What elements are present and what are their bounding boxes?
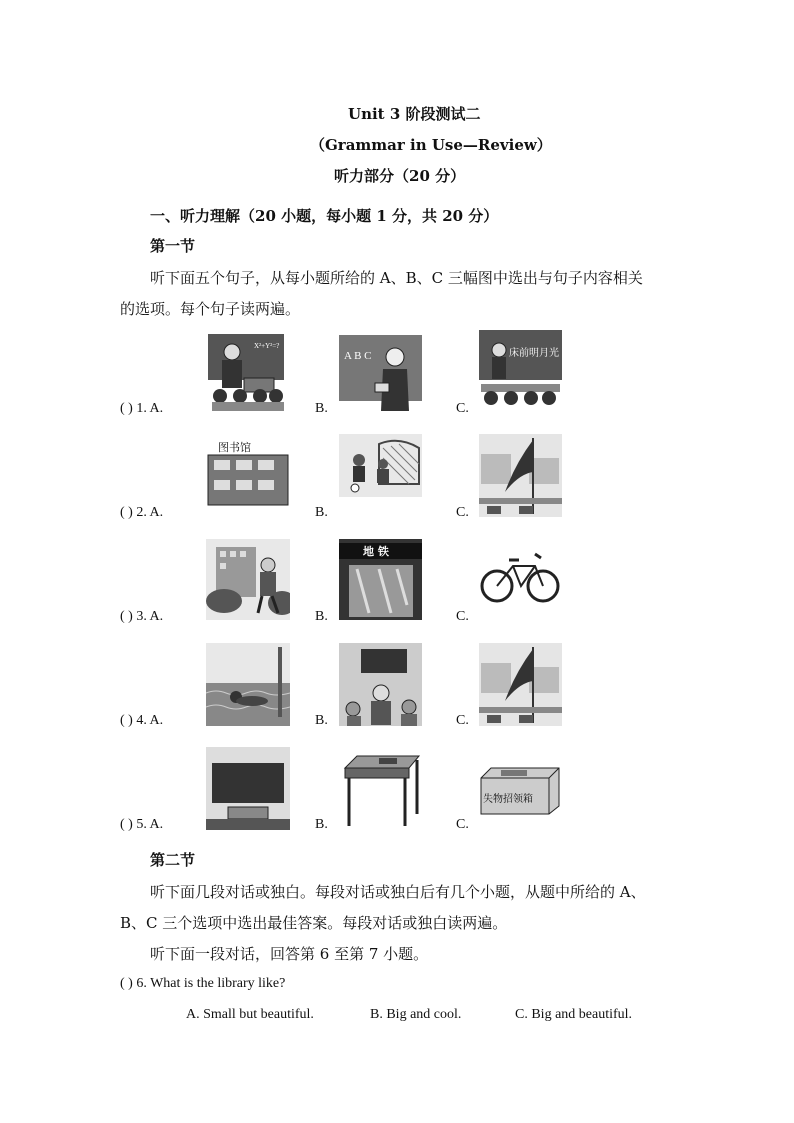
sec2-instruction-line1: 听下面几段对话或独白。每段对话或独白后有几个小题，从题中所给的 A、: [150, 883, 646, 901]
part1-heading: 一、听力理解（20 小题，每小题 1 分，共 20 分）: [150, 207, 499, 225]
q3-picture-b: [339, 539, 422, 620]
sec1-instruction-line2: 的选项。每个句子读两遍。: [120, 300, 301, 318]
q3-option-b: B.: [315, 609, 328, 624]
q2-option-c: C.: [456, 505, 469, 520]
q1-picture-a: [206, 330, 286, 413]
q3-option-c: C.: [456, 609, 469, 624]
q5-number: ( ) 5. A.: [120, 817, 164, 832]
q1-picture-b: [339, 335, 422, 413]
q5-picture-a: [206, 747, 290, 830]
q2-picture-a: [206, 440, 290, 506]
sec1-instruction-line1: 听下面五个句子，从每小题所给的 A、B、C 三幅图中选出与句子内容相关: [150, 269, 643, 287]
board-abc-text: A B C: [344, 350, 372, 362]
subway-sign-text: 地 铁: [363, 545, 389, 558]
q1-picture-c: [479, 330, 562, 413]
q1-number: ( ) 1. A.: [120, 401, 164, 416]
sec2-dialog-instruction: 听下面一段对话，回答第 6 至第 7 小题。: [150, 945, 429, 963]
q4-picture-a: [206, 643, 290, 726]
q5-picture-c: [479, 766, 562, 816]
q2-picture-c: [479, 434, 562, 517]
q6-option-c: C. Big and beautiful.: [515, 1007, 633, 1022]
q5-picture-b: [339, 752, 422, 830]
q2-picture-b: [339, 434, 422, 497]
library-sign-text: 图书馆: [218, 441, 251, 454]
q3-picture-a: [206, 539, 290, 620]
q4-picture-b: [339, 643, 422, 726]
q3-picture-c: [479, 546, 562, 606]
sec2-instruction-line2: B、C 三个选项中选出最佳答案。每段对话或独白读两遍。: [120, 914, 508, 932]
q5-option-b: B.: [315, 817, 328, 832]
q2-number: ( ) 2. A.: [120, 505, 164, 520]
q4-number: ( ) 4. A.: [120, 713, 164, 728]
page-title: Unit 3 阶段测试二: [348, 105, 481, 123]
q4-option-c: C.: [456, 713, 469, 728]
q3-number: ( ) 3. A.: [120, 609, 164, 624]
q5-option-c: C.: [456, 817, 469, 832]
q4-picture-c: [479, 643, 562, 726]
sec2-title: 第二节: [150, 851, 196, 869]
q6-option-a: A. Small but beautiful.: [186, 1007, 314, 1022]
q4-option-b: B.: [315, 713, 328, 728]
board-poem-text: 床前明月光: [509, 348, 559, 359]
q6-option-b: B. Big and cool.: [370, 1007, 462, 1022]
sec1-title: 第一节: [150, 237, 196, 255]
lost-found-text: 失物招领箱: [483, 794, 533, 805]
q1-option-c: C.: [456, 401, 469, 416]
q2-option-b: B.: [315, 505, 328, 520]
section-title: 听力部分（20 分）: [334, 167, 466, 185]
page-subtitle: （Grammar in Use—Review）: [310, 136, 552, 154]
q1-option-b: B.: [315, 401, 328, 416]
q6-stem: ( ) 6. What is the library like?: [120, 976, 286, 991]
board-formula-text: X²+Y²=?: [254, 342, 280, 350]
